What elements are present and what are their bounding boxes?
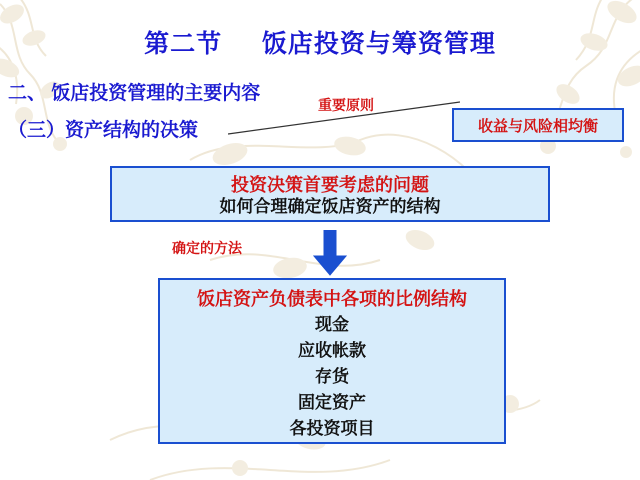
section-heading-level1: 二、 饭店投资管理的主要内容	[8, 83, 261, 104]
box-structure-item: 应收帐款	[298, 341, 366, 360]
section-heading-level2: （三）资产结构的决策	[8, 120, 199, 141]
callout-balance-box	[452, 108, 624, 142]
box-structure-item: 现金	[315, 315, 349, 334]
box-investment-question	[110, 166, 550, 222]
box-question-title: 投资决策首要考虑的问题	[231, 175, 429, 195]
leader-line	[228, 100, 460, 136]
page-title: 第二节 饭店投资与筹资管理	[144, 30, 496, 58]
box-structure-item: 存货	[315, 367, 349, 386]
box-structure-item: 各投资项目	[289, 419, 375, 438]
callout-balance-text: 收益与风险相均衡	[477, 117, 598, 135]
down-arrow-icon	[313, 230, 347, 276]
box-structure-title: 饭店资产负债表中各项的比例结构	[197, 289, 467, 309]
box-question-subtitle: 如何合理确定饭店资产的结构	[219, 197, 441, 216]
box-structure-item: 固定资产	[298, 393, 366, 412]
note-important-principle: 重要原则	[318, 97, 374, 113]
box-balance-sheet-structure	[158, 278, 506, 444]
note-determination-method: 确定的方法	[172, 240, 242, 256]
